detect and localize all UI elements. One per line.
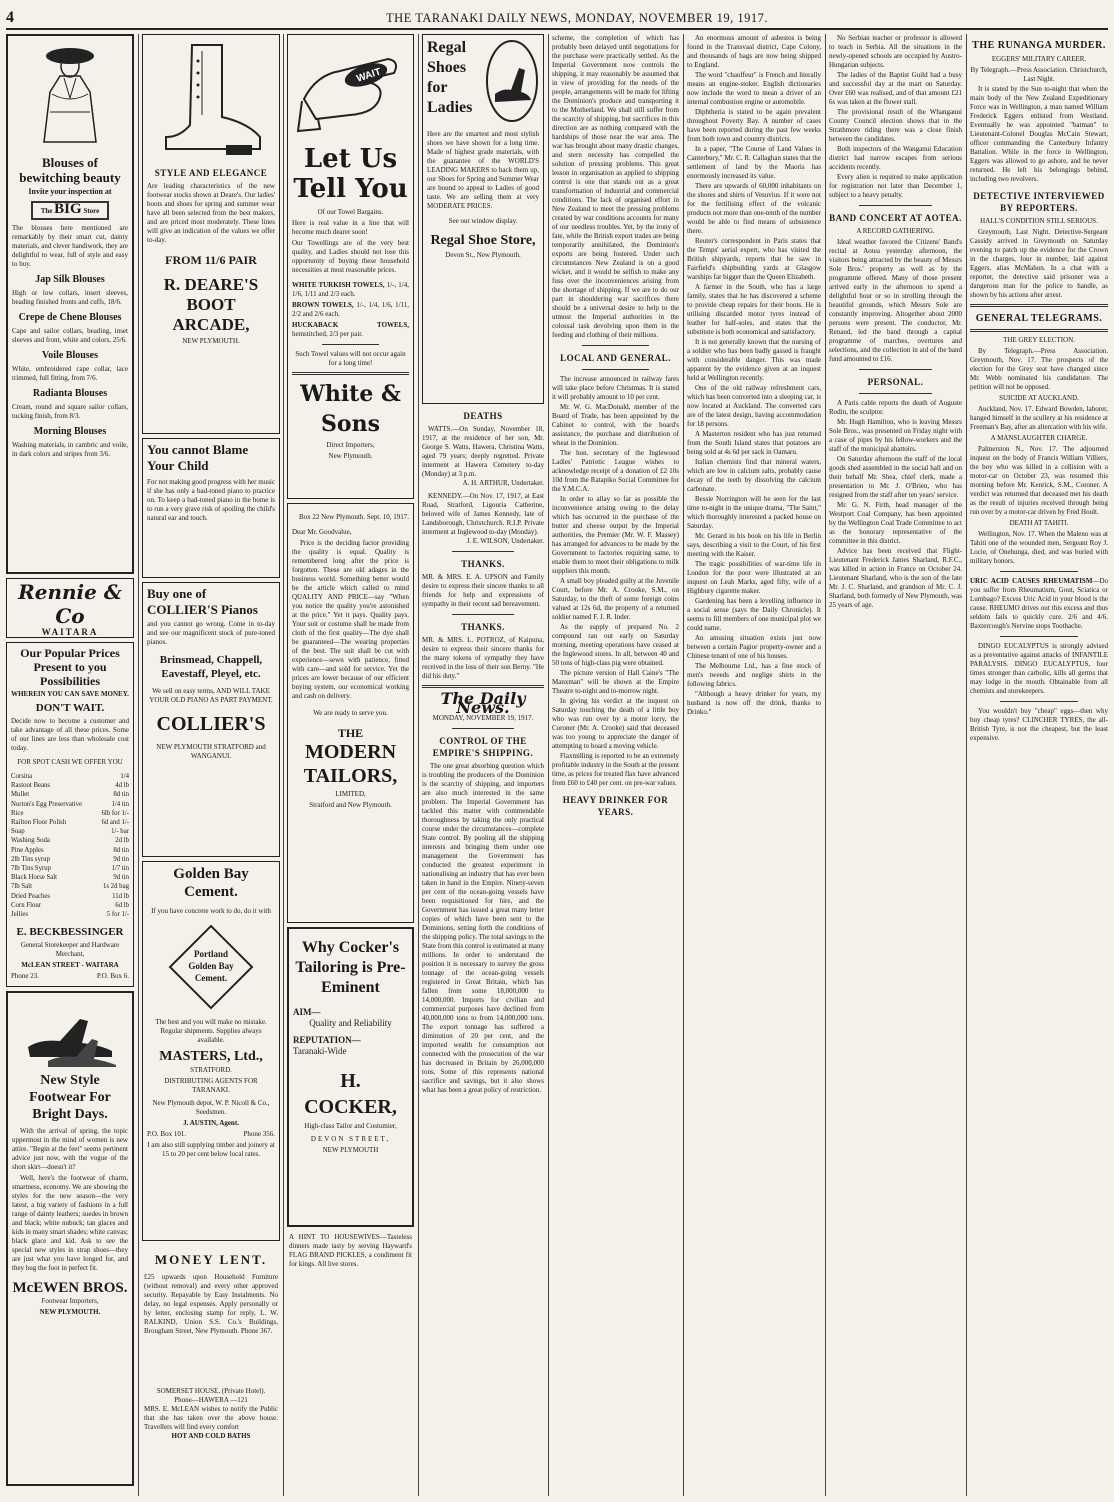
news-item: On Saturday afternoon the staff of the local goods shed assembled in the social hall and on their behalf Mr. Shea, chief clerk, made a presentation to Mr. J. O'Brien, who has resigned from the staff after ten years' service.: [829, 455, 962, 499]
rennie-advert: Rennie & Co WAITARA: [6, 578, 134, 638]
news-item: An enormous amount of asbestos is being found in the Transvaal district, Cape Colony, and thousands of bags are now being shipped to England.: [687, 34, 821, 69]
news-item: One of the old railway refreshment cars, which has been converted into a sleeping car, is now located at Auckland. The converted cars are of the latest design, having accommodation for 18 persons.: [687, 384, 821, 428]
news-item: The Melbourne Ltd., has a fine stock of men's tweeds and neglige shirts in the following fabrics.: [687, 662, 821, 688]
price-row: Railton Floor Polish 6d and 1/-: [11, 819, 129, 827]
deaths-notices: DEATHS WATTS.—On Sunday, November 18, 1917, at the residence of her son, Mr. George S. Watts, Hawera, Christina Watts, aged 79 years; deeply regretted. Private interment at Hawera Cemetery to-day (Monday) at 3 p.m. A. H. ARTHUR, Undertaker. KENNEDY.—On Nov. 17, 1917, at East Road, Stratford, Ligouria Catherine, beloved wife of James Kennedy, late of Landsborough, Christchurch. R.I.P. Private interment at Inglewood to-day (Monday). J. E. WILSON, Undertaker.: [422, 411, 544, 545]
thanks-notice: THANKS. MR. & MRS. L. POTROZ, of Kaipuna, desire to express their sincere thanks for the many tokens of sympathy they have received in the loss of their son Berny. "He did his duty.": [422, 622, 544, 680]
blame-child-advert: You cannot Blame Your Child For not making good progress with her music if she has only a bad-toned piano to practice on. To keep a bad-toned piano in the home is to run a very grave risk of spoiling the child's natural ear and touch.: [142, 438, 280, 578]
local-items: [552, 375, 679, 788]
news-item: A farmer in the South, who has a large family, states that he has discovered a scheme to provide cheap repairs for their boots. He is utilising discarded motor tyres instead of leather for half-soles, and states that the substitute is both economical and satisfactory.: [687, 283, 821, 336]
big-store-advert: [6, 34, 134, 574]
big-store-heading: Blouses of bewitching beauty: [19, 155, 121, 185]
column-2: [142, 34, 280, 1496]
hand-wait-illustration: [296, 41, 406, 141]
big-store-logo: The BIG Store: [12, 201, 128, 220]
news-item: Bessie Norrington will be seen for the last time to-night in the unique drama, "The Saint," which thoroughly interested a packed house on Saturday.: [687, 495, 821, 530]
price-row: Dried Peaches 11d lb: [11, 892, 129, 900]
news-item: The word "chauffeur" is French and literally means an engine-stoker. English dictionaries now include the word to mean a driver of an internal combustion engine or automobile.: [687, 71, 821, 106]
news-item: Gardening has been a levelling influence in a social sense (says the Daily Chronicle). It seems to fill members of one municipal plot we could name.: [687, 597, 821, 632]
news-item: The ladies of the Baptist Guild had a busy and successful day at the mart on Saturday. Over £60 was realised, and of that amount £21 6s was taken at the flower stall.: [829, 71, 962, 106]
news-item: In order to allay so far as possible the inconvenience arising owing to the delay which has occurred in the purchase of the butter and cheese output by the Imperial authorities, the Premier (Mr. W. F. Massey) has arranged for advances to be made by the Government to factories requiring same, to enable them to meet their obligations to milk suppliers this month.: [552, 495, 679, 575]
column-rule: [548, 34, 549, 1496]
column-8: THE RUNANGA MURDER. EGGERS' MILITARY CAREER. By Telegraph.—Press Association. Christchurch, Last Night. It is stated by the Sun to-night that when the main body of the New Zealand Expeditionary Force was in Wellington, a man named William Frederick Eggers enlisted from Westland. Eventually he was appointed "batman" to Lieutenant-Colonel Douglas McCain Stewart, officer commanding the Canterbury Infantry Battalion. While in the force in Wellington, Eggers was allowed to go ashore, and he never returned. He left his belongings behind, including two revolvers. DETECTIVE INTERVIEWED BY REPORTERS. HALL'S CONDITION STILL SERIOUS. Greymouth, Last Night. Detective-Sergeant Cassidy arrived in Greymouth on Saturday evening to patch up the evidence for the Crown in the charges, four in number, laid against Eggers, alias McMahon. In a chat with a reporter, the detective said prisoner was a dangerous man for the police to handle, as shown by his actions after arrest. GENERAL TELEGRAMS. THE GREY ELECTION. By Telegraph.—Press Association. Greymouth, Nov. 17. The prospects of the election for the Grey seat have changed since Mr. Webb nominated his candidature. The petition will not be opposed. SUICIDE AT AUCKLAND. Auckland, Nov. 17. Edward Bowden, laborer, hanged himself in the scullery at his residence at Freeman's Bay, after an altercation with his wife. A MANSLAUGHTER CHARGE. Palmerston N., Nov. 17. The adjourned inquest on the body of Francis William Villiers, the boy who was killed in a collision with a motor-car on October 23, was resumed this morning before Mr. Kenrick, S.M., Coroner. A verdict was returned that deceased met his death as the result of injuries received through being run over by a motor-car driven by Fred Hoult. DEATH AT TAHITI. Wellington, Nov. 17. When the Maleno was at Tahiti one of the wounded men, Sergeant Roy J. Locie, of Onehunga, died, and was buried with military honors. URIC ACID CAUSES RHEUMATISM—Do you suffer from Rheumatism, Gout, Sciatica or Lumbago? Excess Uric Acid in your blood is the cause. RHEUMO drives out this excess and thus seldom fails to quickly cure. 2/6 and 4/6. Baxtercough's Nervine stops Toothache. DINGO EUCALYPTUS is strongly advised as a preventative against attacks of INFANTILE PARALYSIS. DINGO EUCALYPTUS, four times stronger than carbolic, kills all germs that may lodge in the mouth. Obtainable from all chemists and storekeepers. You wouldn't buy "cheap" eggs—then why buy cheap tyres? CLINCHER TYRES, the all-British Tyre, is not the cheapest, but the least expensive.: [970, 40, 1108, 742]
news-item: Advice has been received that Flight-Lieutenant Frederick James Sharland, R.F.C., was killed in action in France on October 24. Lieutenant Sharland, who is the son of the late Mr. J. C. Sharland, and grandson of Mr. C. J. Sharland, both formerly of New Plymouth, was 25 years of age.: [829, 547, 962, 609]
news-item: As the supply of prepared No. 2 compound ran out early on Saturday morning, meeting operations have ceased at the Inglewood stores. In all, between 40 and 50 tons of high-class pig were obtained.: [552, 623, 679, 667]
lady-in-blouse-illustration: [30, 42, 110, 152]
price-row: Jellies 5 for 1/-: [11, 911, 129, 919]
towel-list: WHITE TURKISH TOWELS, 1/-, 1/4, 1/6, 1/11 and 2/3 each. BROWN TOWELS, 1/-, 1/4, 1/6, 1/11, 2/2 and 2/6 each. HUCKABACK TOWELS, hemstitched, 2/3 per pair.: [292, 281, 410, 338]
rennie-logo: Rennie & Co: [18, 579, 122, 628]
price-row: Rice 6lb for 1/-: [11, 809, 129, 817]
thanks-notice: THANKS. MR. & MRS. E. A. UPSON and Family desire to express their sincere thanks to all friends for help and expressions of sympathy in their recent sad bereavement.: [422, 559, 544, 608]
news-item: The hon. secretary of the Inglewood Ladies' Patriotic League wishes to acknowledge receipt of a donation of £2 10s 10d from the Ratapiko Social Committee for the Y.M.C.A.: [552, 449, 679, 493]
price-list: [11, 772, 129, 919]
deare-advert: STYLE AND ELEGANCE Are leading characteristics of the new footwear stocks shown at Deare's. Our ladies' boots and shoes for spring and summer wear have all been selected from the best makers, and are priced most moderately. These lines will give an indication of the values we offer to-day. FROM 11/6 PAIR R. DEARE'S BOOT ARCADE, NEW PLYMOUTH.: [142, 34, 280, 434]
news-item: A Paris cable reports the death of Auguste Rodin, the sculptor.: [829, 399, 962, 416]
price-row: Black Horse Salt 9d tin: [11, 874, 129, 882]
news-item: The increase announced in railway fares will take place before Christmas. It is stated it will probably amount to 10 per cent.: [552, 375, 679, 401]
price-row: Soap 1/- bar: [11, 828, 129, 836]
price-row: Pine Apples 8d tin: [11, 846, 129, 854]
news-item: Both inspectors of the Wanganui Education district had narrow escapes from serious accidents recently.: [829, 145, 962, 171]
price-row: Washing Soda 2d lb: [11, 837, 129, 845]
news-item: Italian chemists find that mineral waters, which are low in calcium salts, probably cause decay of the teeth by dissolving the calcium carbonate.: [687, 458, 821, 493]
news-item: In a paper, "The Course of Land Values in Canterbury," Mr. C. R. Callaghan states that the settlement of land by the Maoris has enormously increased its value.: [687, 145, 821, 180]
pickles-notice: A HINT TO HOUSEWIVES—Tasteless dinners made tasty by serving Hayward's FLAG BRAND PICKLES, a condiment fit for kings. All live stores.: [289, 1233, 412, 1268]
news-item: The provisional result of the Whanganui County Council election shows that in the Strathmore riding there was a close finish between the candidates.: [829, 108, 962, 143]
big-store-invite: Invite your inspection at: [28, 187, 112, 196]
blouse-item: Radianta Blouses Cream, round and square sailor collars, tucking finish, from 8/3.: [12, 388, 128, 420]
price-row: Norton's Egg Preservative 1/4 tin: [11, 800, 129, 808]
shoe-medallion-illustration: [485, 38, 539, 124]
column-rule: [683, 34, 684, 1496]
news-item: There are upwards of 60,000 inhabitants on the shores and shirts of Vesuvius. If it were not for the fertilising effect of the volcanic products not more than one-tenth of the number would be able to find means of subsistence there.: [687, 182, 821, 235]
column-7: No Serbian teacher or professor is allowed to teach in Serbia. All the situations in the newly-opened schools are occupied by Austro-Hungarian subjects. The ladies of the Baptist Guild had a busy and successful day at the mart on Saturday. Over £60 was realised, and of that amount £21 6s was taken at the flower stall. The provisional result of the Whanganui County Council election shows that in the Strathmore riding there was a close finish between the candidates. Both inspectors of the Wanganui Education district had narrow escapes from serious accidents recently. Every alien is required to make application for registration not later than December 1, subject to a heavy penalty. BAND CONCERT AT AOTEA. A RECORD GATHERING. Ideal weather favored the Citizens' Band's recital at Aotea yesterday afternoon, the visitors being attracted by the beauty of Messrs Sole Bros.' property as well as by the programme offered. Many of those present arrived early in the afternoon to spend a delightful hour or so in strolling through the beautiful grounds, which Messrs Sole are constantly improving. Altogether about 2000 persons were present. The conductor, Mr. Renaud, led the band through a capital programme of marches, overtures and selections, and the collection in aid of the band fund amounted to £16. PERSONAL. A Paris cable reports the death of Auguste Rodin, the sculptor. Mr. Hugh Hamilton, who is leaving Messrs Sole Bros., was presented on Friday night with a case of pipes by his fellow-workers and the staff of the municipal abattoirs. On Saturday afternoon the staff of the local goods shed assembled in the social hall and on their behalf Mr. Shea, chief clerk, made a presentation to Mr. J. O'Brien, who has resigned from the staff after ten years' service. Mr. G. N. Firth, head manager of the Westport Coal Company, has been appointed by the Wellington Coal Trade Committee to act as the honorary representative of the committee in this district. Advice has been received that Flight-Lieutenant Frederick James Sharland, R.F.C., was killed in action in France on October 24. Lieutenant Sharland, who is the son of the late Mr. J. C. Sharland, and grandson of Mr. C. J. Sharland, both formerly of New Plymouth, was 25 years of age.: [829, 34, 962, 609]
somerset-house-advert: SOMERSET HOUSE, (Private Hotel). Phone—HAWERA —121 MRS. E. McLEAN wishes to notify the Public that she has taken over the above house. Travellers will find every comfort HOT AND COLD BATHS: [144, 1387, 278, 1440]
news-item: "Although a heavy drinker for years, my husband is now off the drink, thanks to Drinko.": [687, 690, 821, 716]
blouse-item: Jap Silk Blouses High or low collars, insert sleeves, beading finished fronts and cuffs, 18/6.: [12, 274, 128, 306]
column-3: [287, 34, 414, 1496]
news-item: A small boy pleaded guilty at the Juvenile Court, before Mr. A. Crooke, S.M., on Saturday, to the theft of some foreign coins valued at 12s 6d, the property of a returned soldier named F. J. R. Inder.: [552, 577, 679, 621]
news-item: The picture version of Hall Caine's "The Manxman" will be shown at the Empire Theatre to-night and to-morrow night.: [552, 669, 679, 695]
blouse-item: Crepe de Chene Blouses Cape and sailor collars, beading, inset sleeves and front, white and colors, 25/6.: [12, 312, 128, 344]
paper-nameplate: The Daily News.: [440, 689, 526, 717]
column-4: [422, 34, 544, 1496]
price-row: Rastoot Beans 4d lb: [11, 782, 129, 790]
column-rule: [825, 34, 826, 1496]
masthead: [6, 8, 1108, 30]
page-number: 4: [6, 9, 15, 26]
news-item: A Masterton resident who has just returned from the South Island states that potatoes are being sold at 4s 6d per sack in Oamaru.: [687, 430, 821, 456]
column-1: [6, 34, 134, 1496]
editorial: The Daily News. MONDAY, NOVEMBER 19, 1917. CONTROL OF THE EMPIRE'S SHIPPING. The one great absorbing question which is troubling the producers of the Dominion is the scarcity of shipping, and importers are also much interested in the same problem. The Imperial Government has tackled this matter with commendable thoroughness by taking the only practical course under the circumstances—complete State control. By pooling all the shipping interests and bringing them under one management the Government has conducted the greatest experiment in nationalising an industry that has ever been taken in hand in the Empire. Ninety-seven per cent of the ocean-going vessels have been requisitioned for hire, and the Government has issued a great many letter copies of which have been sent to the Dominions, setting forth the conditions of the shipping policy. The total savings to the State from this control is estimated at many millions. In order to understand the position it is necessary to survey the gross tonnage of the ocean-going vessels registered in Great Britain, which has fallen from some 18,000,000 to 14,000,000. Imports for civilian and commercial purposes have declined from 40,000,000 tons to from 14,000,000 tons. The export tonnage has suffered a diminution of 20 per cent, and the imported wealth for consumption not connected with the prosecution of the war has decreased in Britain by 26,000,000 tons. Some of this represents national sacrifice and savings, but it also shows what has been a great policy of restriction.: [422, 689, 544, 1094]
news-item: In giving his verdict at the inquest on Saturday touching the death of a little boy who was run over by a motor lorry, the Coroner (Mr. A. Crooke) said that deceased was too young to appreciate the danger of attempting to board a moving vehicle.: [552, 697, 679, 750]
price-row: 7lb Tins Syrup 1/7 tin: [11, 865, 129, 873]
news-item: Reuter's correspondent in Paris states that the Temps' aerial expert, who has visited the British shipyards, reports that he saw in Fairfield's shipbuilding yards at Glasgow warships far bigger than the Queen Elizabeth.: [687, 237, 821, 281]
column-rule: [418, 34, 419, 1496]
news-item: Mr. Hugh Hamilton, who is leaving Messrs Sole Bros., was presented on Friday night with a case of pipes by his fellow-workers and the staff of the municipal abattoirs.: [829, 418, 962, 453]
news-item: It is not generally known that the nursing of a soldier who has been badly gassed is fraught with considerable danger. This was made apparent by the evidence given at an inquest held at Wellington recently.: [687, 338, 821, 382]
price-row: 2lb Tins syrup 9d tin: [11, 855, 129, 863]
golden-bay-cement-advert: Golden Bay Cement. If you have concrete work to do, do it with Portland Golden Bay Cement. The best and you will make no mistake. Regular shipments. Supplies always available. MASTERS, Ltd., STRATFORD. DISTRIBUTING AGENTS FOR TARANAKI. New Plymouth depot, W. P. Nicoll & Co., Seedsmen. J. AUSTIN, Agent. P.O. Box 101. Phone 356. I am also still supplying timber and joinery at 15 to 20 per cent below local rates.: [142, 861, 280, 1241]
white-sons-advert: WAIT Let Us Tell You Of our Towel Bargains. Here is real value in a line that will become much dearer soon! Our Towellings are of the very best quality, and Ladies should not lose this opportunity of buying these household necessities at most reasonable prices. WHITE TURKISH TOWELS, 1/-, 1/4, 1/6, 1/11 and 2/3 each. BROWN TOWELS, 1/-, 1/4, 1/6, 1/11, 2/2 and 2/6 each. HUCKABACK TOWELS, hemstitched, 2/3 per pair. Such Towel values will not occur again for a long time! White & Sons Direct Importers, New Plymouth.: [287, 34, 414, 499]
news-item: Mr. W. G. MacDonald, member of the Board of Trade, has been appointed by the Cabinet to control, with the board's assistance, the purchase and distribution of wheat in the Dominion.: [552, 403, 679, 447]
blouse-item: Morning Blouses Washing materials, in cambric and voile, in dark colors and stripes from 3/6.: [12, 426, 128, 458]
news-item: Flaxmilling is reported to be an extremely profitable industry in the South at the present time, as prices for treated flax have advanced from £60 to £40 per cent. on pre-war values.: [552, 752, 679, 787]
column-5: scheme, the completion of which has probably been delayed until negotiations for the purchase were practically settled. As the Imperial Government now controls the shipping, it may reasonably be assumed that in view of providing for the needs of the people, arrangements will be made for lifting the Dominion's produce and transporting it to the Motherland. We shall still suffer from the scarcity of shipping, but sacrifices in this direction are as nothing compared with the hardships of those near the war area. The war has brought about many drastic changes, and stern necessity has compelled the solution of pressing problems. This great lesson in organisation as applied to shipping control is one that stands out as a great transformation of industrial and commercial conditions. The lack of organised effort in New Zealand to meet the pressing problems created by war conditions accounts for many of our needless troubles. Yet, by the irony of fate, while the British export trades are being temporarily annihilated, the Dominion's exports are being fostered. Under such circumstances New Zealand is on a good wicket, and it would be selfish to make any fuss over the inconveniences arising from the shortage of shipping. If we are to do our part in shouldering war sacrifices there should be a universal desire to help to the utmost the Imperial authorities in the colossal task devolving upon them in the feeding and clothing of their millions. LOCAL AND GENERAL. The increase announced in railway fares will take place before Christmas. It is stated it will probably amount to 10 per cent. Mr. W. G. MacDonald, member of the Board of Trade, has been appointed by the Cabinet to control, with the board's assistance, the purchase and distribution of wheat in the Dominion. The hon. secretary of the Inglewood Ladies' Patriotic League wishes to acknowledge receipt of a donation of £2 10s 10d from the Ratapiko Social Committee for the Y.M.C.A. In order to allay so far as possible the inconvenience arising owing to the delay which has occurred in the purchase of the butter and cheese output by the Imperial authorities, the Premier (Mr. W. F. Massey) has arranged for advances to be made by the Government to factories requiring same, to enable them to meet their obligations to milk suppliers this month. A small boy pleaded guilty at the Juvenile Court, before Mr. A. Crooke, S.M., on Saturday, to the theft of some foreign coins valued at 12s 6d, the property of a returned soldier named F. J. R. Inder. As the supply of prepared No. 2 compound ran out early on Saturday morning, meeting operations have ceased at the Inglewood stores. In all, between 40 and 50 tons of high-class pig were obtained. The picture version of Hall Caine's "The Manxman" will be shown at the Empire Theatre to-night and to-morrow night. In giving his verdict at the inquest on Saturday touching the death of a little boy who was run over by a motor lorry, the Coroner (Mr. A. Crooke) said that deceased was too young to appreciate the danger of attempting to board a moving vehicle. Flaxmilling is reported to be an extremely profitable industry in the South at the present time, as prices for treated flax have advanced from £60 to £40 per cent. on pre-war values. HEAVY DRINKER FOR YEARS.: [552, 34, 679, 817]
white-sons-logo: White & Sons: [300, 381, 401, 437]
news-item: No Serbian teacher or professor is allowed to teach in Serbia. All the situations in the newly-opened schools are occupied by Austro-Hungarian subjects.: [829, 34, 962, 69]
modern-tailors-advert: Box 22 New Plymouth. Sept. 10, 1917. Dear Mr. Goodvalue, Price is the deciding factor providing the quality is equal. Quality is remembered long after the price is forgotten. These are old adages in the business world. Something better would be the article which called to mind QUALITY AND PRICE—say "When you notice the quality you're astonished at the price." Yet it pays. Quality pays. Your suit or costume shall be made from cloth of the first quality—The dye shall be guaranteed—The wearing properties of the best. The suit shall be cut with experience—sewn with patience, fitted with care—and sold for service. Yet the prices are lower because of our efficient buying system, our economical working and cash on delivery. We are ready to serve you. THE MODERN TAILORS, LIMITED, Stratford and New Plymouth.: [287, 503, 414, 923]
editorial-continued: scheme, the completion of which has probably been delayed until negotiations for the purchase were practically settled. As the Imperial Government now controls the shipping, it may reasonably be assumed that in view of providing for the needs of the people, arrangements will be made for lifting the Dominion's produce and transporting it to the Motherland. We shall still suffer from the scarcity of shipping, but sacrifices in this direction are as nothing compared with the hardships of those near the war area. The war has brought about many drastic changes, and stern necessity has compelled the solution of pressing problems. This great lesson in organisation as applied to shipping control is one that stands out as a great transformation of industrial and commercial conditions. The lack of organised effort in New Zealand to meet the pressing problems created by war conditions accounts for many of our needless troubles. Yet, by the irony of fate, while the British export trades are being temporarily annihilated, the Dominion's exports are being fostered. Under such circumstances New Zealand is on a good wicket, and it would be selfish to make any fuss over the inconveniences arising from the shortage of shipping. If we are to do our part in shouldering war sacrifices there should be a universal desire to help to the utmost the Imperial authorities in the colossal task devolving upon them in the feeding and clothing of their millions.: [552, 34, 679, 339]
column-rule: [966, 34, 967, 1496]
news-item: Diphtheria is stated to be again prevalent throughout Poverty Bay. A number of cases have been reported during the past few weeks from both town and country districts.: [687, 108, 821, 143]
column-6: [687, 34, 821, 1496]
column-rule: [283, 34, 284, 1496]
detective-article: Greymouth, Last Night. Detective-Sergeant Cassidy arrived in Greymouth on Saturday evening to patch up the evidence for the Crown in the charges, four in number, laid against Eggers, alias McMahon. In a chat with a reporter, the detective said prisoner was a dangerous man for the police to handle, as shown by his actions after arrest.: [970, 228, 1108, 299]
news-item: The tragic possibilities of war-time life in London for the poor were illustrated at an inquest on Leah Marks, aged fifty, wife of a Highbury cigarette maker.: [687, 560, 821, 595]
big-store-intro: The blouses here mentioned are remarkably by their smart cut, dainty materials, and clever handiwork, they are delightful to wear, full of style and easy to buy.: [12, 224, 128, 268]
colliers-advert: Buy one of COLLIER'S Pianos and you cannot go wrong. Come in to-day and see our magnificent stock of pure-toned pianos. Brinsmead, Chappell, Eavestaff, Pleyel, etc. We sell on easy terms, AND WILL TAKE YOUR OLD PIANO AS PART PAYMENT. COLLIER'S NEW PLYMOUTH STRATFORD and WANGANUI.: [142, 582, 280, 857]
regal-shoe-advert: Regal Shoes for Ladies Here are the smartest and most stylish shoes we have shown for a long time. Made of highest grade materials, with the guarantee of the WORLD'S LEADING MAKERS to back them up, our Shoes for Spring and Summer Wear are bound to appeal to Ladies of good taste. We are selling them at very MODERATE PRICES. See our window display. Regal Shoe Store, Devon St., New Plymouth.: [422, 34, 544, 404]
band-concert-article: Ideal weather favored the Citizens' Band's recital at Aotea yesterday afternoon, the visitors being attracted by the beauty of Messrs Sole Bros.' property as well as by the programme offered. Many of those present arrived early in the afternoon to spend a delightful hour or so in strolling through the beautiful grounds, which Messrs Sole are constantly improving. Altogether about 2000 persons were present. The conductor, Mr. Renaud, led the band through a capital programme of marches, overtures and selections, and the collection in aid of the band fund amounted to £16.: [829, 238, 962, 363]
news-item: Every alien is required to make application for registration not later than December 1, subject to a heavy penalty.: [829, 173, 962, 199]
blouse-item: Voile Blouses White, embroidered cape collar, lace trimmed, full fitting, from 7/6.: [12, 350, 128, 382]
column-rule: [138, 34, 139, 1496]
runanga-article: It is stated by the Sun to-night that when the main body of the New Zealand Expeditionary Force was in Wellington, a man named William Frederick Eggers enlisted from Westland. Eventually he was appointed "batman" to Lieutenant-Colonel Douglas McCain Stewart, officer commanding the Canterbury Infantry Battalion. While in the force in Wellington, Eggers was allowed to go ashore, and he never returned. He left his belongings behind, including two revolvers.: [970, 85, 1108, 183]
cocker-advert: Why Cocker's Tailoring is Pre-Eminent AIM— Quality and Reliability REPUTATION— Taranaki-Wide H. COCKER, High-class Tailor and Costumier, DEVON STREET, NEW PLYMOUTH: [287, 927, 414, 1227]
news-item: An amusing situation exists just now between a certain Pagior property-owner and a Chinese tenant of one of his houses.: [687, 634, 821, 660]
price-row: Corsina 1/4: [11, 773, 129, 780]
news-item: Mr. G. N. Firth, head manager of the Westport Coal Company, has been appointed by the Wellington Coal Trade Committee to act as the honorary representative of the committee in this district.: [829, 501, 962, 545]
news-item: Mr. Gerard in his book on his life in Berlin says, describing a visit to the Court, of his first meeting with the Kaiser.: [687, 532, 821, 558]
price-row: 7lb Salt 1s 2d bag: [11, 883, 129, 891]
svg-text:WAIT: WAIT: [354, 66, 382, 85]
shoe-illustration: [20, 999, 120, 1069]
beckbessinger-advert: Our Popular Prices Present to you Possibilities WHEREIN YOU CAN SAVE MONEY. DON'T WAIT. Decide now to become a customer and take advantage of all these prices. Some of our lines are less than wholesale cost today. FOR SPOT CASH WE OFFER YOU Corsina 1/4 Rastoot Beans 4d lb Mullet 8d tin Norton's Egg Preservative 1/4 tin Rice 6lb for 1/- Railton Floor Polish 6d and 1/- Soap 1/- bar Washing Soda 2d lb Pine Apples 8d tin 2lb Tins syrup 9d tin 7lb Tins Syrup 1/7 tin Black Horse Salt 9d tin 7lb Salt 1s 2d bag Dried Peaches 11d lb Corn Flour 6d lb Jellies 5 for 1/- E. BECKBESSINGER General Storekeeper and Hardware Merchant, McLEAN STREET - WAITARA Phone 23. P.O. Box 6.: [6, 642, 134, 987]
money-lent-advert: MONEY LENT. £25 upwards upon Household Furniture (without removal) and every other approved security. Repayable by Easy Instalments. No delay, no legal expenses. Apply personally or by letter, enclosing stamp for reply, L. W. RALKIND, Union S.S. Co.'s Buildings, Brougham Street, New Plymouth. Phone 367.: [144, 1252, 278, 1335]
price-row: Corn Flour 6d lb: [11, 901, 129, 909]
newspaper-title: THE TARANAKI DAILY NEWS, MONDAY, NOVEMBER 19, 1917.: [386, 10, 768, 25]
boot-illustration: [156, 41, 266, 161]
mcewen-advert: New Style Footwear For Bright Days. With the arrival of spring, the topic uppermost in the mind of women is new attire. "Begin at the feet" seems pertinent advice just now, with the vogue of the short skirt—doesn't it? Well, here's the footwear of charm, smartness, economy. We are showing the styles for the new season—the very latest, a big variety of fashions in a full range of dainty leathers; suedes in brown and black; white nubuck; tan glaces and kids in many smart shades; white canvas; black glace and kid. Ask to see the special new styles in strap shoes—they are just what you have longed for, and they hug the foot in perfect fit. McEWEN BROS. Footwear Importers, NEW PLYMOUTH.: [6, 991, 134, 1486]
blouse-list: [12, 273, 128, 459]
cement-diamond-logo: Portland Golden Bay Cement.: [166, 922, 256, 1012]
price-row: Mullet 8d tin: [11, 791, 129, 799]
